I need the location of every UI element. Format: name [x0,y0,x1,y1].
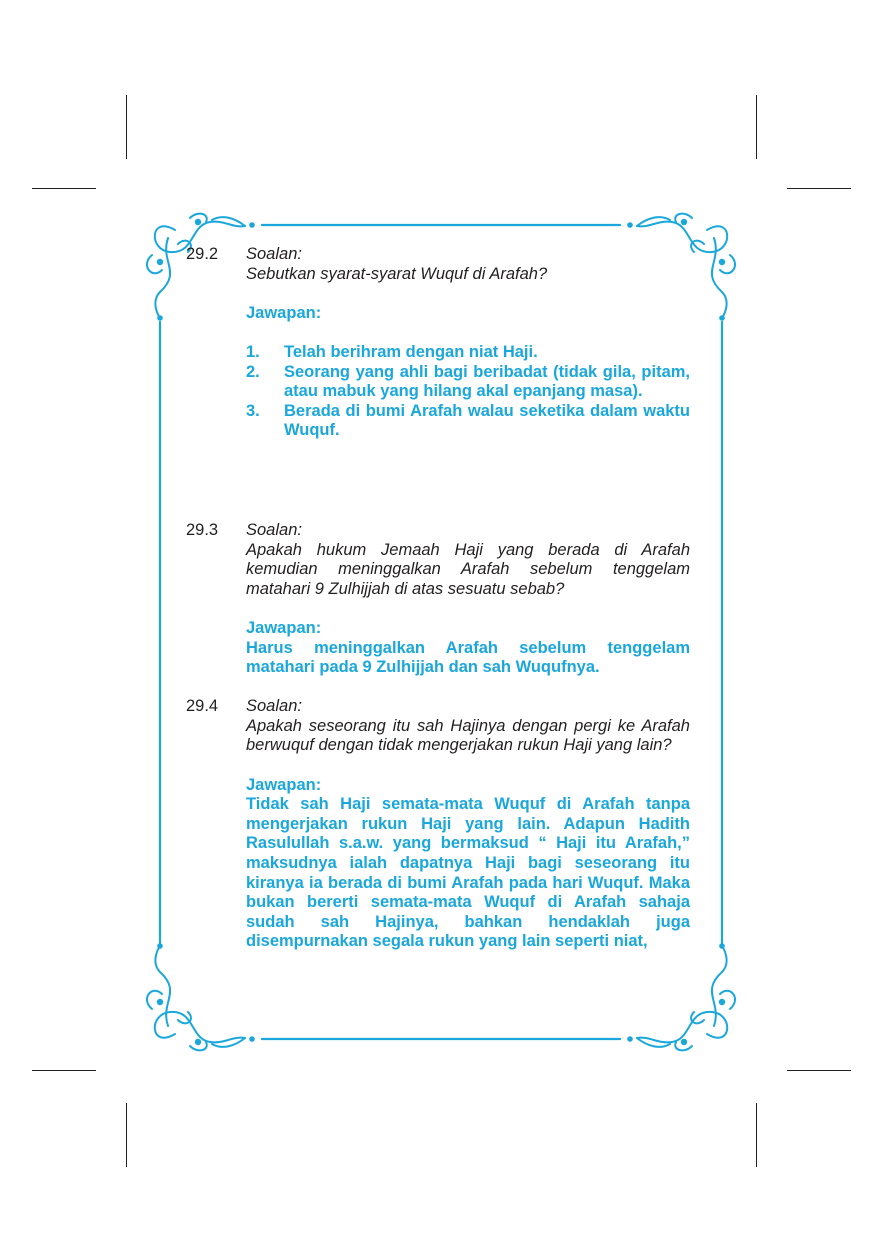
list-item [246,343,690,363]
list-item-text: Seorang yang ahli bagi beribadat (tidak gila, pitam, atau mabuk yang hilang akal epanjang masa). [284,362,690,401]
question-29-4 [186,697,690,952]
answer-label: Jawapan: [246,775,322,794]
answer-label: Jawapan: [246,303,322,322]
list-item-text: Telah berihram dengan niat Haji. [284,342,538,361]
question-label: Soalan: [246,520,302,539]
list-item-number: 2. [246,362,260,381]
list-item [246,402,690,441]
list-item-number: 3. [246,401,260,420]
question-text: Sebutkan syarat-syarat Wuquf di Arafah? [246,264,548,283]
question-29-2 [186,245,690,441]
list-item [246,363,690,402]
answer-text: Harus meninggalkan Arafah sebelum tenggelam matahari pada 9 Zulhijjah dan sah Wuqufnya. [246,638,690,677]
question-number: 29.4 [186,697,219,716]
question-number: 29.3 [186,520,219,539]
answer-label: Jawapan: [246,618,322,637]
question-label: Soalan: [246,245,302,263]
question-number: 29.2 [186,245,219,263]
question-label: Soalan: [246,697,302,716]
list-item-text: Berada di bumi Arafah walau seketika dalam waktu Wuquf. [284,401,690,440]
question-text: Apakah seseorang itu sah Hajinya dengan pergi ke Arafah berwuquf dengan tidak mengerjakan rukun Haji yang lain? [246,716,690,755]
answer-text: Tidak sah Haji semata-mata Wuquf di Arafah tanpa mengerjakan rukun Haji yang lain. Adapun Hadith Rasulullah s.a.w. yang bermaksud “ Haji itu Arafah,” maksudnya ialah dapatnya Haji bagi seseorang itu kiranya ia berada di bumi Arafah pada hari Wuquf. Maka bukan bererti semata-mata Wuquf di Arafah sahaja sudah sah Hajinya, bahkan hendaklah juga disempurnakan segala rukun yang lain seperti niat, [246,795,690,951]
question-29-3 [186,521,690,678]
list-item-number: 1. [246,342,260,361]
answer-list [246,343,690,441]
page-content [186,245,690,952]
question-text: Apakah hukum Jemaah Haji yang berada di Arafah kemudian meninggalkan Arafah sebelum tenggelam matahari 9 Zulhijjah di atas sesuatu sebab? [246,540,690,598]
